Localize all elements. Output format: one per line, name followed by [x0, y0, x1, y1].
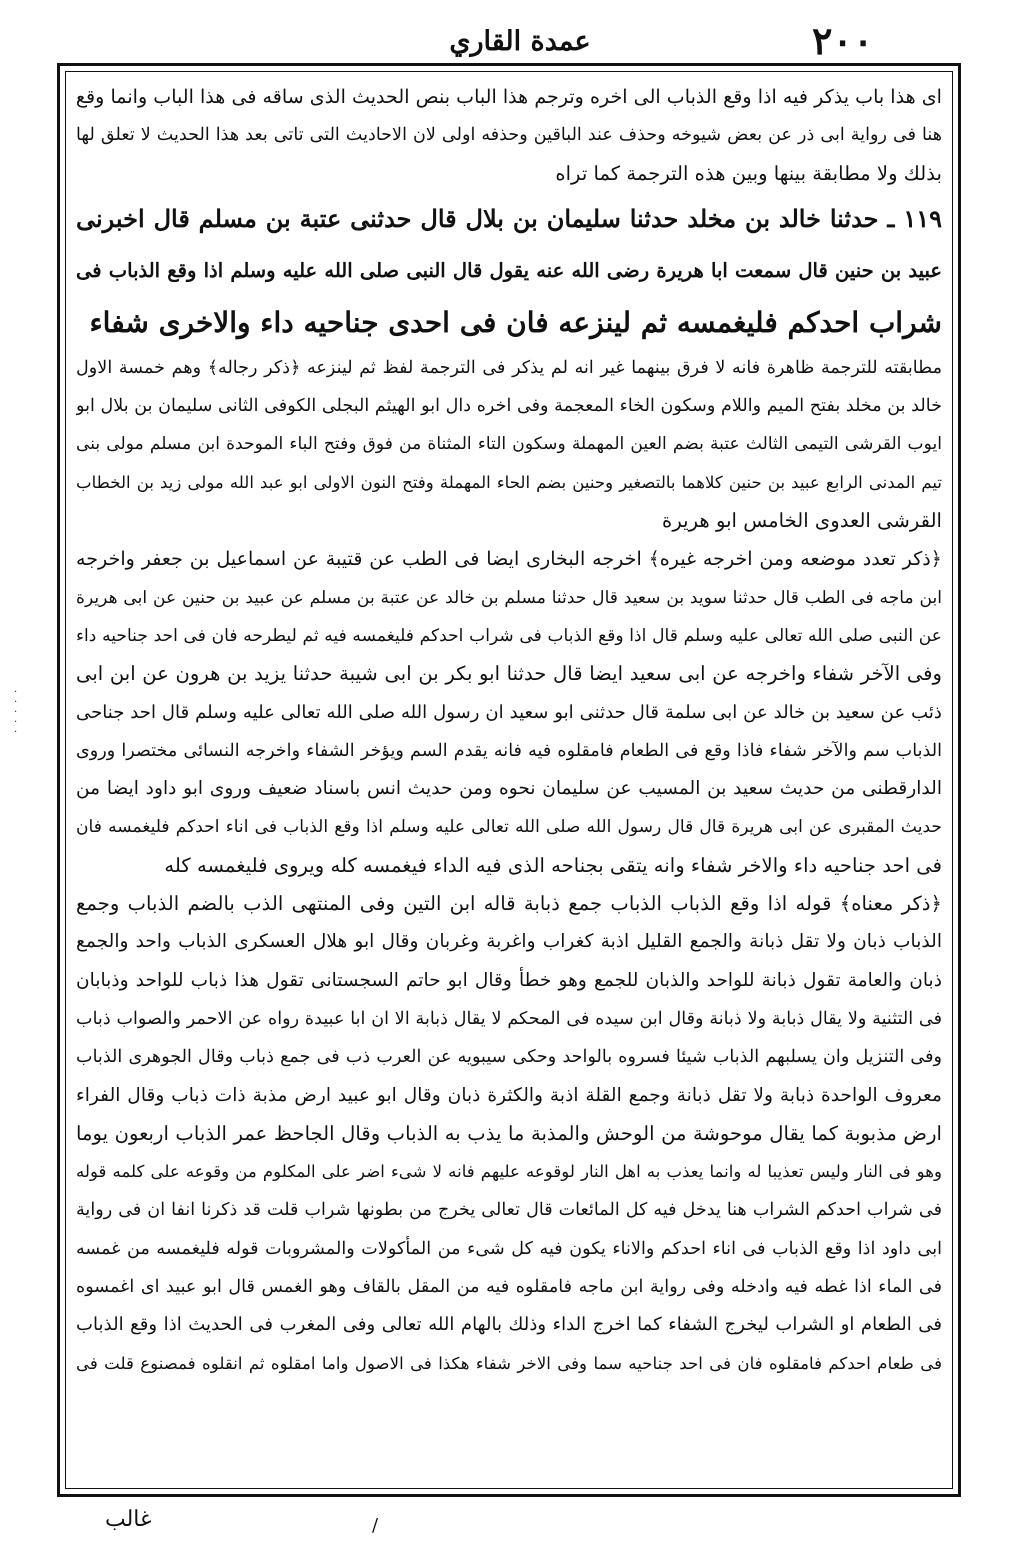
text-line: وهو فى النار وليس تعذيبا له وانما يعذب به اهل النار لوقوعه عليهم فانه لا شىء اضر على المكلوم من وقوعه على كلمه قوله: [76, 1162, 942, 1182]
text-line: فى طعام احدكم فامقلوه فان فى احد جناحيه سما وفى الاخر شفاء هكذا فى الاصول واما امقلوه ثم انقلوه فمصنوع قلت فى: [76, 1353, 942, 1373]
text-line: ذئب عن سعيد بن خالد عن ابى سلمة قال حدثنى ابو سعيد ان رسول الله صلى الله تعالى عليه وسلم قال احد جناحى: [76, 701, 942, 723]
running-head: عمدة القاري: [449, 26, 591, 57]
text-line: الذباب سم والآخر شفاء فاذا وقع فى الطعام فامقلوه فيه فانه يقدم السم ويؤخر الشفاء واخرجه النسائى مختصرا وروى: [76, 740, 942, 761]
text-line: خالد بن مخلد بفتح الميم واللام وسكون الخاء المعجمة وفى اخره دال ابو الهيثم البجلى الكوفى الثانى سليمان بن بلال ابو: [76, 396, 942, 417]
text-line: ذبان والعامة تقول ذبانة للواحد والذبان للجمع وهو خطأ وقال ابو حاتم السجستانى تقول هذا ذباب للواحد وذبابان: [76, 969, 942, 991]
text-line: ارض مذبوبة كما يقال موحوشة من الوحش والمذبة ما يذب به الذباب وقال الجاحظ عمر الذباب اربعون يوما: [76, 1121, 942, 1145]
text-line: وفى الآخر شفاء واخرجه عن ابى سعيد ايضا قال حدثنا ابو بكر بن ابى شيبة حدثنا يزيد بن هرون عن ابن ابى: [76, 662, 942, 686]
text-line: الذباب ذبان ولا تقل ذبانة والجمع القليل اذبة كغراب واغربة وغربان وقال ابو هلال العسكرى الذباب واحد والجمع: [76, 931, 942, 953]
text-line: وفى التنزيل وان يسلبهم الذباب شيئا فسروه بالواحد وحكى سيبويه عن العرب ذب فى جمع ذباب وقال الجوهرى الذباب: [76, 1047, 942, 1068]
stray-mark: /: [372, 1515, 379, 1536]
text-line: هنا فى رواية ابى ذر عن بعض شيوخه وحذف عند الباقين وحذفه اولى لان الاحاديث التى تاتى بعد هذا الحديث لا تعلق لها: [76, 125, 942, 146]
text-line: تيم المدنى الرابع عبيد بن حنين كلاهما بالتصغير وحنين بضم الحاء المهملة وفتح النون الاولى ابو عبد الله مولى زيد بن الخطاب: [76, 472, 942, 492]
text-line: بذلك ولا مطابقة بينها وبين هذه الترجمة كما تراه: [555, 161, 942, 185]
text-line: ﴿ذكر تعدد موضعه ومن اخرجه غيره﴾ اخرجه البخارى ايضا فى الطب عن قتيبة عن اسماعيل بن جعفر واخرجه: [76, 547, 942, 571]
text-line: فى احد جناحيه داء والاخر شفاء وانه يتقى بجناحه الذى فيه الداء فيغمسه كله ويروى فليغمسه كله: [164, 853, 942, 877]
text-line: معروف الواحدة ذبابة ولا تقل ذبانة وجمع القلة اذبة والكثرة ذبان وقال ابو عبيد ارض مذبة ذات ذباب وقال الفراء: [76, 1084, 942, 1106]
binding-hole-marks: · · · · ·: [14, 687, 18, 738]
text-line: فى الطعام او الشراب ليخرج الشفاء كما اخرج الداء وذلك بالهام الله تعالى وفى المغرب فى الحديث اذا وقع الذباب: [76, 1314, 942, 1336]
commentary-text: [76, 78, 942, 1383]
text-line: القرشى العدوى الخامس ابو هريرة: [662, 509, 942, 533]
text-line: فى الماء اذا غطه فيه وادخله وفى رواية ابن ماجه فامقلوه فيه من المقل بالقاف وهو الغمس قال ابو عبيد اى اغمسوه: [76, 1277, 942, 1298]
text-line: فى التثنية ولا يقال ذبابة ولا ذبانة وقال ابن سيده فى المحكم لا يقال ذبابة الا ان ابا عبيدة رواه عن الاحمر والصواب ذباب: [76, 1008, 942, 1029]
text-line: عن النبى صلى الله تعالى عليه وسلم قال اذا وقع الذباب فى شراب احدكم فليغمسه فيه ثم ليطرحه فان فى احد جناحيه داء: [76, 625, 942, 646]
hadith-line: شراب احدكم فليغمسه ثم لينزعه فان فى احدى جناحيه داء والاخرى شفاء: [89, 305, 942, 339]
text-line: مطابقته للترجمة ظاهرة فانه لا فرق بينهما غير انه لم يذكر فى الترجمة لفظ ثم لينزعه ﴿ذكر رجاله﴾ وهم خمسة الاول: [76, 357, 942, 378]
text-line: حديث المقبرى عن ابى هريرة قال قال رسول الله صلى الله تعالى عليه وسلم اذا وقع الذباب فى اناء احدكم فليغمسه فان: [76, 817, 942, 838]
text-line: ابن ماجه فى الطب قال حدثنا سويد بن سعيد قال حدثنا مسلم بن خالد عن عتبة بن مسلم عن عبيد بن حنين عن ابى هريرة: [76, 587, 942, 608]
text-line: الدارقطنى من حديث سعيد بن المسيب عن سليمان نحوه ومن حديث انس باسناد ضعيف وروى ابو داود ايضا من: [76, 778, 942, 800]
text-line: فى شراب احدكم الشراب هنا يدخل فيه كل المائعات قال تعالى يخرج من بطونها شراب قلت قد ذكرنا انفا ان فى رواية: [76, 1200, 942, 1221]
hadith-line: عبيد بن حنين قال سمعت ابا هريرة رضى الله عنه يقول قال النبى صلى الله عليه وسلم اذا وقع الذباب فى: [76, 258, 942, 282]
text-line: ﴿ذكر معناه﴾ قوله اذا وقع الذباب الذباب جمع ذبابة قاله ابن التين وفى المنتهى الذب بالضم الذباب وجمع: [76, 892, 942, 916]
text-line: ايوب القرشى التيمى الثالث عتبة بضم العين المهملة وسكون التاء المثناة من فوق وفتح الباء الموحدة ابن مسلم مولى بنى: [76, 434, 942, 455]
hadith-line: ١١٩ ـ حدثنا خالد بن مخلد حدثنا سليمان بن بلال قال حدثنى عتبة بن مسلم قال اخبرنى: [76, 203, 942, 233]
page-number: ٢٠٠: [812, 18, 874, 63]
text-line: اى هذا باب يذكر فيه اذا وقع الذباب الى اخره وترجم هذا الباب بنص الحديث الذى ساقه فى هذا الباب وانما وقع: [76, 85, 942, 108]
catchword: غالب: [105, 1507, 152, 1532]
text-line: ابى داود اذا وقع الذباب فى اناء احدكم والاناء يكون فيه كل شىء من المأكولات والمشروبات قوله فليغمسه من غمسه: [76, 1238, 942, 1259]
